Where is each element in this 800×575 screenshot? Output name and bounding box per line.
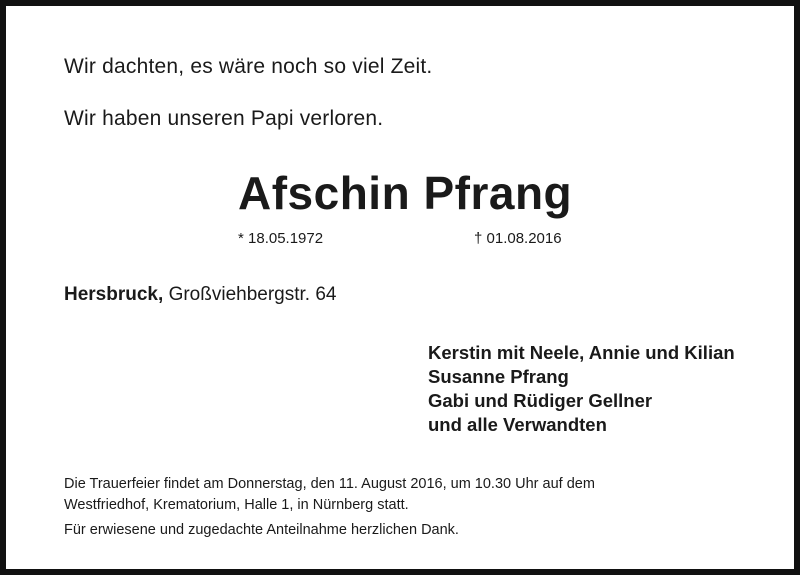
funeral-notice — [64, 474, 764, 541]
mourner-line: Susanne Pfrang — [428, 366, 569, 387]
mourner-line: und alle Verwandten — [428, 414, 607, 435]
funeral-notice-line-2: Westfriedhof, Krematorium, Halle 1, in Nürnberg statt. — [64, 497, 409, 513]
thanks-line: Für erwiesene und zugedachte Anteilnahme herzlichen Dank. — [64, 522, 459, 538]
mourner-line: Gabi und Rüdiger Gellner — [428, 390, 653, 411]
death-date: † 01.08.2016 — [474, 230, 562, 247]
intro-line-1: Wir dachten, es wäre noch so viel Zeit. — [64, 55, 433, 78]
address-city: Hersbruck, — [64, 284, 164, 305]
birth-date: * 18.05.1972 — [238, 230, 324, 247]
funeral-notice-line-1: Die Trauerfeier findet am Donnerstag, den 11. August 2016, um 10.30 Uhr auf dem — [64, 476, 595, 492]
address — [64, 284, 336, 306]
mourners-list — [428, 341, 735, 437]
mourner-line: Kerstin mit Neele, Annie und Kilian — [428, 342, 735, 363]
intro-line-2: Wir haben unseren Papi verloren. — [64, 107, 384, 130]
deceased-name: Afschin Pfrang — [238, 167, 573, 219]
address-street: Großviehbergstr. 64 — [168, 284, 337, 305]
